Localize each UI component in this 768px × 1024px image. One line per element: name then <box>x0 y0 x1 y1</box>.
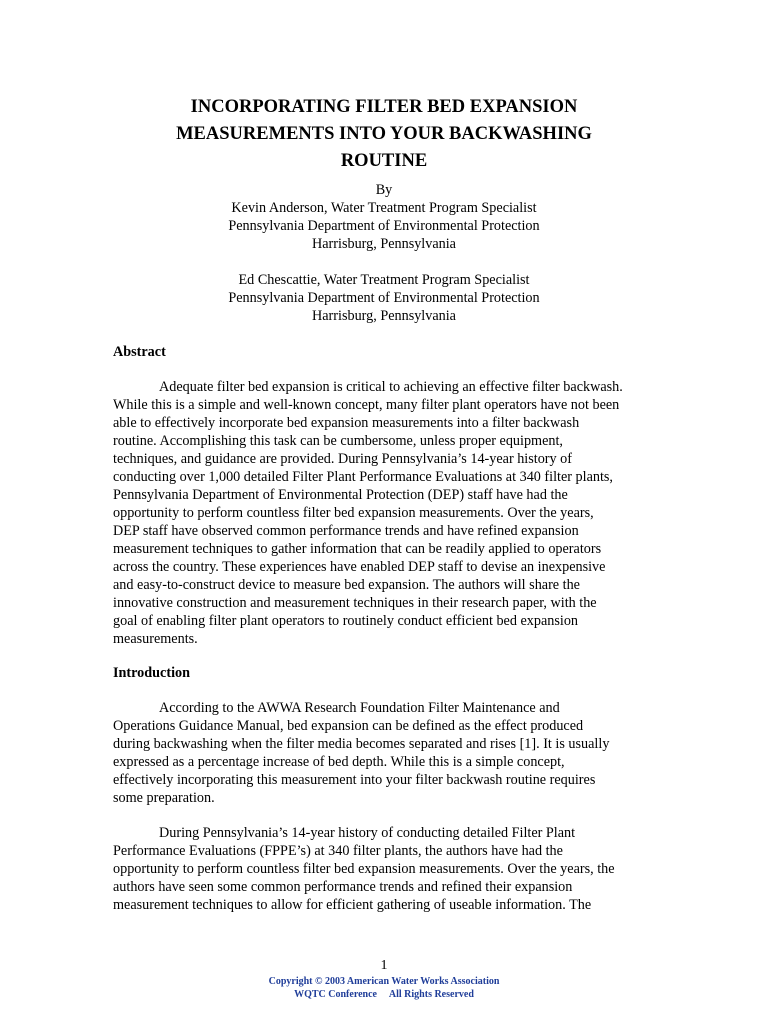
title-line: MEASUREMENTS INTO YOUR BACKWASHING <box>176 124 592 144</box>
footer-copyright-line: Copyright © 2003 American Water Works Association <box>268 976 500 987</box>
copyright-footer <box>0 975 768 1001</box>
author-name: Ed Chescattie, Water Treatment Program Specialist <box>238 272 530 288</box>
text-line: opportunity to perform countless filter bed expansion measurements. Over the years, <box>113 505 594 521</box>
text-line: measurement techniques to gather information that can be readily applied to operators <box>113 541 602 557</box>
footer-conference-line: WQTC Conference All Rights Reserved <box>294 989 474 1000</box>
author-spacer <box>100 253 668 271</box>
introduction-heading: Introduction <box>113 665 190 681</box>
text-line: routine. Accomplishing this task can be cumbersome, unless proper equipment, <box>113 433 563 449</box>
paper-title <box>100 94 668 175</box>
author-block <box>100 181 668 325</box>
text-line: Adequate filter bed expansion is critical to achieving an effective filter backwash. <box>159 379 623 395</box>
author-location: Harrisburg, Pennsylvania <box>312 236 456 252</box>
text-line: Pennsylvania Department of Environmental Protection (DEP) staff have had the <box>113 487 568 503</box>
title-line: ROUTINE <box>340 151 428 171</box>
introduction-paragraph-2 <box>113 824 658 914</box>
text-line: During Pennsylvania’s 14-year history of conducting detailed Filter Plant <box>159 825 576 841</box>
text-line: measurement techniques to allow for efficient gathering of useable information. The <box>113 897 592 913</box>
text-line: authors have seen some common performance trends and refined their expansion <box>113 879 573 895</box>
title-line: INCORPORATING FILTER BED EXPANSION <box>190 97 578 117</box>
text-line: some preparation. <box>113 790 215 806</box>
text-line: and easy-to-construct device to measure bed expansion. The authors will share the <box>113 577 580 593</box>
text-line: measurements. <box>113 631 198 647</box>
text-line: While this is a simple and well-known concept, many filter plant operators have not been <box>113 397 620 413</box>
text-line: expressed as a percentage increase of bed depth. While this is a simple concept, <box>113 754 565 770</box>
text-line: DEP staff have observed common performance trends and have refined expansion <box>113 523 579 539</box>
abstract-paragraph <box>113 378 658 648</box>
text-line: opportunity to perform countless filter bed expansion measurements. Over the years, the <box>113 861 615 877</box>
by-line: By <box>375 182 393 198</box>
text-line: able to effectively incorporate bed expansion measurements into a filter backwash <box>113 415 580 431</box>
introduction-paragraph-1 <box>113 699 658 807</box>
text-line: effectively incorporating this measurement into your filter backwash routine requires <box>113 772 596 788</box>
author-affiliation: Pennsylvania Department of Environmental Protection <box>228 290 540 306</box>
text-line: Operations Guidance Manual, bed expansion can be defined as the effect produced <box>113 718 584 734</box>
text-line: goal of enabling filter plant operators to routinely conduct efficient bed expansion <box>113 613 579 629</box>
text-line: techniques, and guidance are provided. During Pennsylvania’s 14-year history of <box>113 451 572 467</box>
abstract-heading: Abstract <box>113 344 166 360</box>
text-line: across the country. These experiences have enabled DEP staff to devise an inexpensive <box>113 559 606 575</box>
text-line: during backwashing when the filter media becomes separated and rises [1]. It is usually <box>113 736 610 752</box>
author-affiliation: Pennsylvania Department of Environmental Protection <box>228 218 540 234</box>
text-line: Performance Evaluations (FPPE’s) at 340 filter plants, the authors have had the <box>113 843 563 859</box>
author-location: Harrisburg, Pennsylvania <box>312 308 456 324</box>
page-number: 1 <box>380 958 388 973</box>
text-line: innovative construction and measurement techniques in their research paper, with the <box>113 595 597 611</box>
text-line: According to the AWWA Research Foundation Filter Maintenance and <box>159 700 560 716</box>
author-name: Kevin Anderson, Water Treatment Program Specialist <box>231 200 537 216</box>
text-line: conducting over 1,000 detailed Filter Plant Performance Evaluations at 340 filter plants, <box>113 469 613 485</box>
